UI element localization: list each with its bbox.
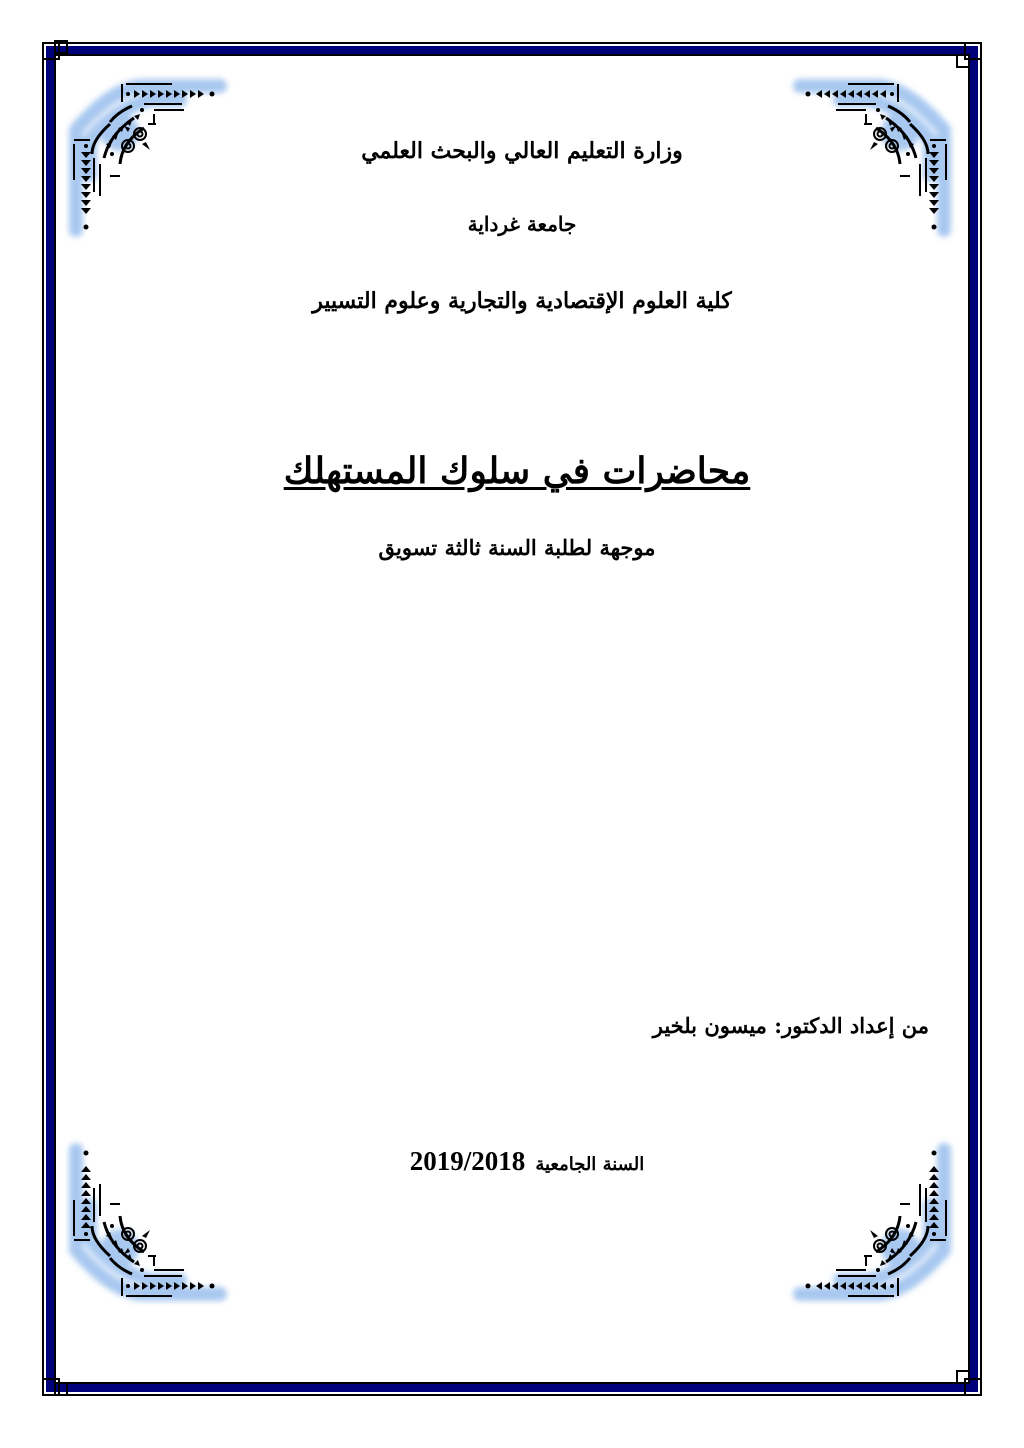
frame-knot-icon — [956, 54, 970, 68]
ministry-heading: وزارة التعليم العالي والبحث العلمي — [361, 138, 683, 164]
frame-knot-icon — [956, 1370, 970, 1384]
academic-year-value: 2019/2018 — [409, 1146, 526, 1176]
document-title: محاضرات في سلوك المستهلك — [283, 450, 751, 492]
academic-year-label: السنة الجامعية — [535, 1154, 645, 1175]
author-line: من إعداد الدكتور: ميسون بلخير — [652, 1013, 929, 1038]
academic-year — [0, 1146, 1024, 1177]
frame-knot-icon — [54, 40, 68, 54]
document-subtitle: موجهة لطلبة السنة ثالثة تسويق — [378, 535, 656, 560]
frame-knot-icon — [54, 1382, 68, 1396]
faculty-name: كلية العلوم الإقتصادية والتجارية وعلوم التسيير — [312, 288, 732, 314]
university-name: جامعة غرداية — [467, 212, 577, 236]
